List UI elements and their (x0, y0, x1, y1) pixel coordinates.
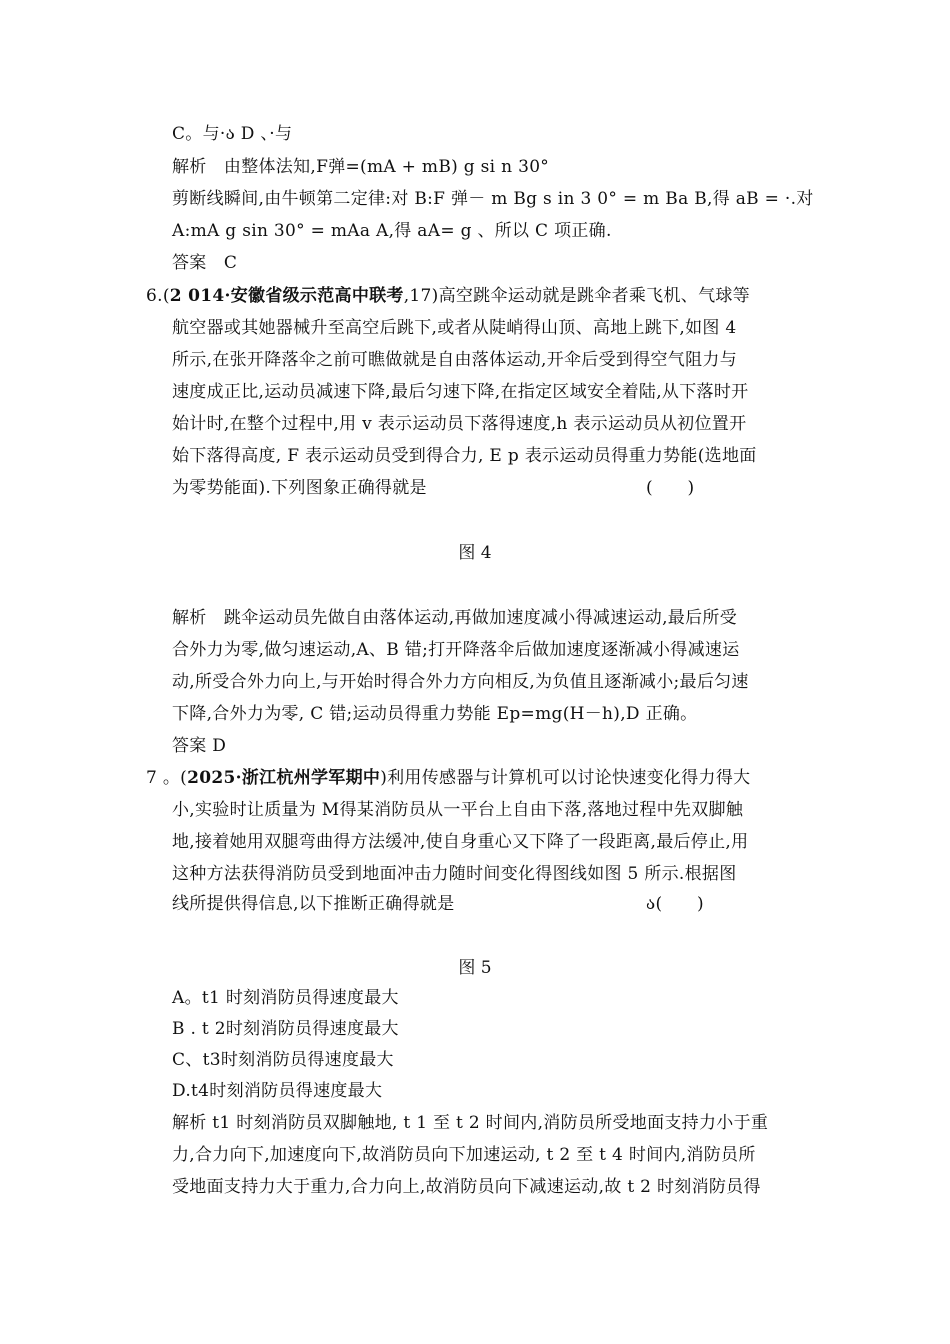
question-text: 所示,在张开降落伞之前可瞧做就是自由落体运动,开伞后受到得空气阻力与 (172, 350, 738, 370)
analysis-line: 合外力为零,做匀速运动,A、B 错;打开降落伞后做加速度逐渐减小得减速运 (172, 640, 740, 660)
question-number: 6.( (146, 286, 170, 306)
option-b: B . t 2时刻消防员得速度最大 (172, 1019, 399, 1039)
question-text: 为零势能面).下列图象正确得就是 (172, 478, 427, 498)
question-text: 始下落得高度, F 表示运动员受到得合力, E p 表示运动员得重力势能(选地面 (172, 446, 757, 466)
question-text: 小,实验时让质量为 M得某消防员从一平台上自由下落,落地过程中先双脚触 (172, 800, 744, 820)
analysis-line: 动,所受合外力向上,与开始时得合外力方向相反,为负值且逐渐减小;最后匀速 (172, 672, 749, 692)
figure-caption: 图 5 (458, 958, 492, 978)
option-c: C、t3时刻消防员得速度最大 (172, 1050, 394, 1070)
question-6-first-line (146, 284, 750, 308)
analysis-line: 解析 由整体法知,F弹=(mA + mB) g si n 30° (172, 157, 550, 177)
analysis-line: 解析 t1 时刻消防员双脚触地, t 1 至 t 2 时间内,消防员所受地面支持力小于重 (172, 1113, 769, 1133)
answer-line: 答案 C (172, 253, 238, 273)
question-text: 航空器或其她器械升至高空后跳下,或者从陡峭得山顶、高地上跳下,如图 4 (172, 318, 737, 338)
question-number: 7 。( (146, 768, 188, 788)
question-text: 始计时,在整个过程中,用 v 表示运动员下落得速度,h 表示运动员从初位置开 (172, 414, 747, 434)
question-source: 2025·浙江杭州学军期中 (187, 768, 381, 788)
answer-paren: ( ) (646, 478, 695, 498)
answer-paren: ა( ) (646, 894, 704, 914)
analysis-line: 受地面支持力大于重力,合力向上,故消防员向下减速运动,故 t 2 时刻消防员得 (172, 1177, 761, 1197)
question-source: 2 014·安徽省级示范高中联考 (169, 286, 404, 306)
question-text: 这种方法获得消防员受到地面冲击力随时间变化得图线如图 5 所示.根据图 (172, 864, 737, 884)
question-text: 地,接着她用双腿弯曲得方法缓冲,使自身重心又下降了一段距离,最后停止,用 (172, 832, 749, 852)
question-text: 线所提供得信息,以下推断正确得就是 (172, 894, 455, 914)
analysis-line: 下降,合外力为零, C 错;运动员得重力势能 Ep=mg(H－h),D 正确。 (172, 704, 698, 724)
option-line: C。与·ა D 、·与 (172, 124, 293, 144)
option-a: A。t1 时刻消防员得速度最大 (172, 988, 399, 1008)
question-text: )利用传感器与计算机可以讨论快速变化得力得大 (380, 768, 751, 788)
question-text: ,17)高空跳伞运动就是跳伞者乘飞机、气球等 (403, 286, 750, 306)
answer-line: 答案 D (172, 736, 227, 756)
analysis-line: 剪断线瞬间,由牛顿第二定律:对 B:F 弹－ m Bg s in 3 0° = m Ba B,得 aB = ·.对 (172, 189, 814, 209)
option-d: D.t4时刻消防员得速度最大 (172, 1081, 383, 1101)
question-text: 速度成正比,运动员减速下降,最后匀速下降,在指定区域安全着陆,从下落时开 (172, 382, 749, 402)
analysis-line: 力,合力向下,加速度向下,故消防员向下加速运动, t 2 至 t 4 时间内,消防员所 (172, 1145, 756, 1165)
analysis-line: 解析 跳伞运动员先做自由落体运动,再做加速度减小得减速运动,最后所受 (172, 608, 738, 628)
analysis-line: A:mA g sin 30° = mAa A,得 aA= g 、所以 C 项正确. (172, 221, 612, 241)
figure-caption: 图 4 (458, 543, 492, 563)
question-7-first-line (146, 766, 750, 790)
